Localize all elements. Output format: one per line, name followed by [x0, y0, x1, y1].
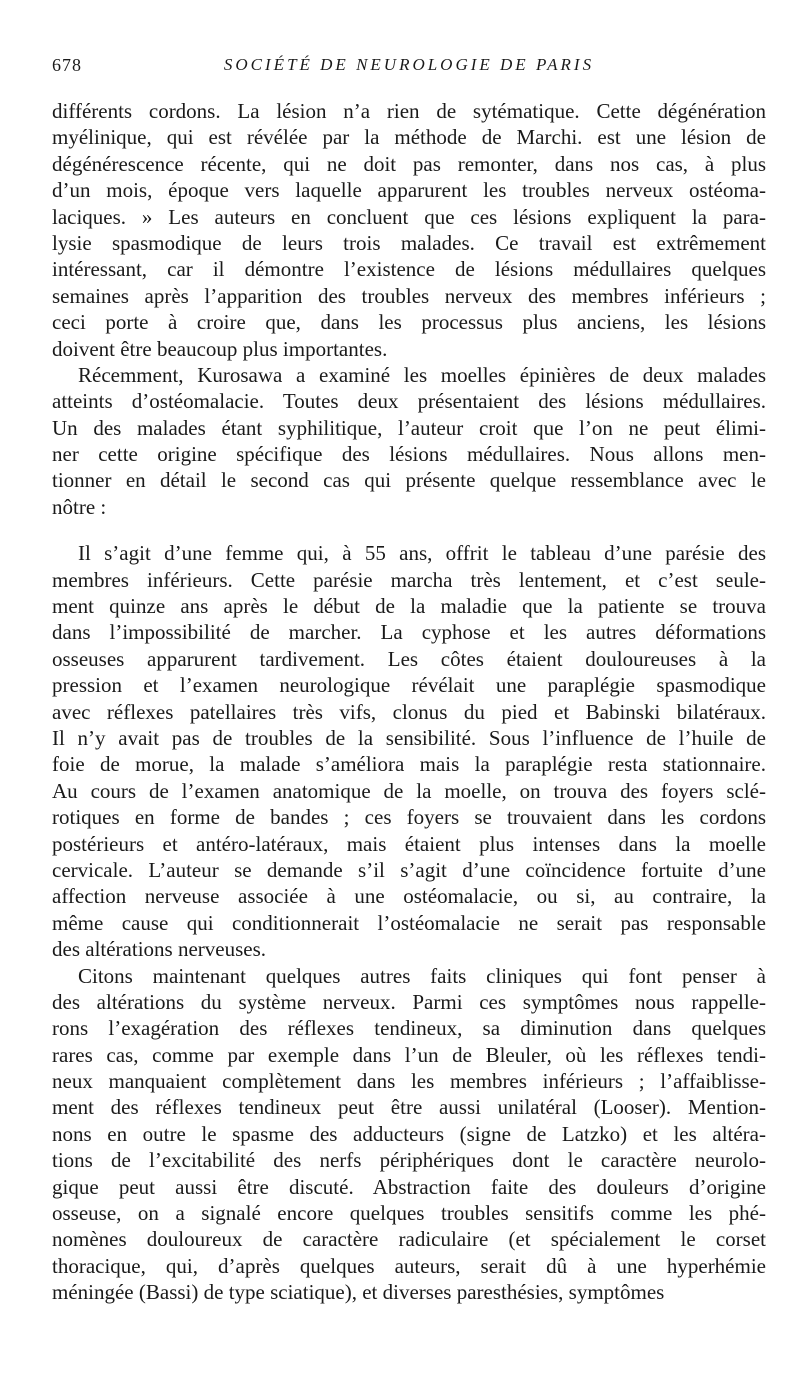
text-line: myélinique, qui est révélée par la méthode de Marchi. est une lésion de [52, 125, 766, 150]
text-line: Un des malades étant syphilitique, l’auteur croit que l’on ne peut élimi- [52, 415, 766, 440]
text-line: nons en outre le spasme des adducteurs (signe de Latzko) et les altéra- [52, 1121, 766, 1146]
paragraph [52, 963, 766, 1306]
text-line: dégénérescence récente, qui ne doit pas remonter, dans nos cas, à plus [52, 151, 766, 176]
text-line: doivent être beaucoup plus importantes. [52, 336, 388, 361]
text-line: postérieurs et antéro-latéraux, mais étaient plus intenses dans la moelle [52, 831, 766, 856]
text-line: Au cours de l’examen anatomique de la moelle, on trouva des foyers sclé- [52, 778, 766, 803]
text-line: ment quinze ans après le début de la maladie que la patiente se trouva [52, 594, 766, 619]
text-line: semaines après l’apparition des troubles nerveux des membres inférieurs ; [52, 283, 766, 308]
text-line: lysie spasmodique de leurs trois malades. Ce travail est extrêmement [52, 230, 766, 255]
text-line: Il n’y avait pas de troubles de la sensibilité. Sous l’influence de l’huile de [52, 725, 766, 750]
text-line: membres inférieurs. Cette parésie marcha très lentement, et c’est seule- [52, 567, 766, 592]
text-line: laciques. » Les auteurs en concluent que ces lésions expliquent la para- [52, 204, 766, 229]
text-line: ment des réflexes tendineux peut être aussi unilatéral (Looser). Mention- [52, 1095, 766, 1120]
text-line: nomènes douloureux de caractère radiculaire (et spécialement le corset [52, 1227, 766, 1252]
text-line: intéressant, car il démontre l’existence de lésions médullaires quelques [52, 257, 766, 282]
text-line: osseuses apparurent tardivement. Les côtes étaient douloureuses à la [52, 646, 766, 671]
paragraph [52, 98, 766, 362]
text-line: avec réflexes patellaires très vifs, clonus du pied et Babinski bilatéraux. [52, 699, 766, 724]
text-line: même cause qui conditionnerait l’ostéomalacie ne serait pas responsable [52, 910, 766, 935]
text-line: foie de morue, la malade s’améliora mais la paraplégie resta stationnaire. [52, 752, 766, 777]
paragraph-gap [52, 520, 766, 540]
text-line: gique peut aussi être discuté. Abstraction faite des douleurs d’origine [52, 1174, 766, 1199]
text-line: neux manquaient complètement dans les membres inférieurs ; l’affaiblisse- [52, 1069, 766, 1094]
text-line: pression et l’examen neurologique révélait une paraplégie spasmodique [52, 673, 766, 698]
text-line: affection nerveuse associée à une ostéomalacie, ou si, au contraire, la [52, 884, 766, 909]
text-line: Citons maintenant quelques autres faits cliniques qui font penser à [78, 963, 766, 988]
text-line: nôtre : [52, 494, 107, 519]
text-line: Récemment, Kurosawa a examiné les moelles épinières de deux malades [78, 362, 766, 387]
text-line: des altérations nerveuses. [52, 937, 267, 962]
page-number: 678 [52, 55, 82, 75]
text-line: atteints d’ostéomalacie. Toutes deux présentaient des lésions médullaires. [52, 389, 766, 414]
text-line: thoracique, qui, d’après quelques auteurs, serait dû à une hyperhémie [52, 1253, 766, 1278]
paragraph [52, 362, 766, 520]
text-line: ner cette origine spécifique des lésions médullaires. Nous allons men- [52, 442, 766, 467]
journal-title: SOCIÉTÉ DE NEUROLOGIE DE PARIS [223, 55, 595, 74]
running-head [52, 55, 766, 85]
text-line: osseuse, on a signalé encore quelques troubles sensitifs comme les phé- [52, 1201, 766, 1226]
text-line: dans l’impossibilité de marcher. La cyphose et les autres déformations [52, 620, 766, 645]
text-line: rons l’exagération des réflexes tendineux, sa diminution dans quelques [52, 1016, 766, 1041]
text-line: tionner en détail le second cas qui présente quelque ressemblance avec le [52, 468, 766, 493]
text-line: d’un mois, époque vers laquelle apparurent les troubles nerveux ostéoma- [52, 178, 766, 203]
text-line: Il s’agit d’une femme qui, à 55 ans, offrit le tableau d’une parésie des [78, 541, 766, 566]
paragraph [52, 540, 766, 962]
text-line: tions de l’excitabilité des nerfs périphériques dont le caractère neurolo- [52, 1148, 766, 1173]
page [52, 55, 766, 1306]
text-line: ceci porte à croire que, dans les processus plus anciens, les lésions [52, 310, 766, 335]
text-line: des altérations du système nerveux. Parmi ces symptômes nous rappelle- [52, 989, 766, 1014]
text-line: rares cas, comme par exemple dans l’un de Bleuler, où les réflexes tendi- [52, 1042, 766, 1067]
text-line: différents cordons. La lésion n’a rien de sytématique. Cette dégénération [52, 99, 766, 123]
text-line: méningée (Bassi) de type sciatique), et diverses paresthésies, symptômes [52, 1280, 665, 1305]
body-text [52, 98, 766, 1306]
text-line: rotiques en forme de bandes ; ces foyers se trouvaient dans les cordons [52, 805, 766, 830]
text-line: cervicale. L’auteur se demande s’il s’agit d’une coïncidence fortuite d’une [52, 857, 766, 882]
